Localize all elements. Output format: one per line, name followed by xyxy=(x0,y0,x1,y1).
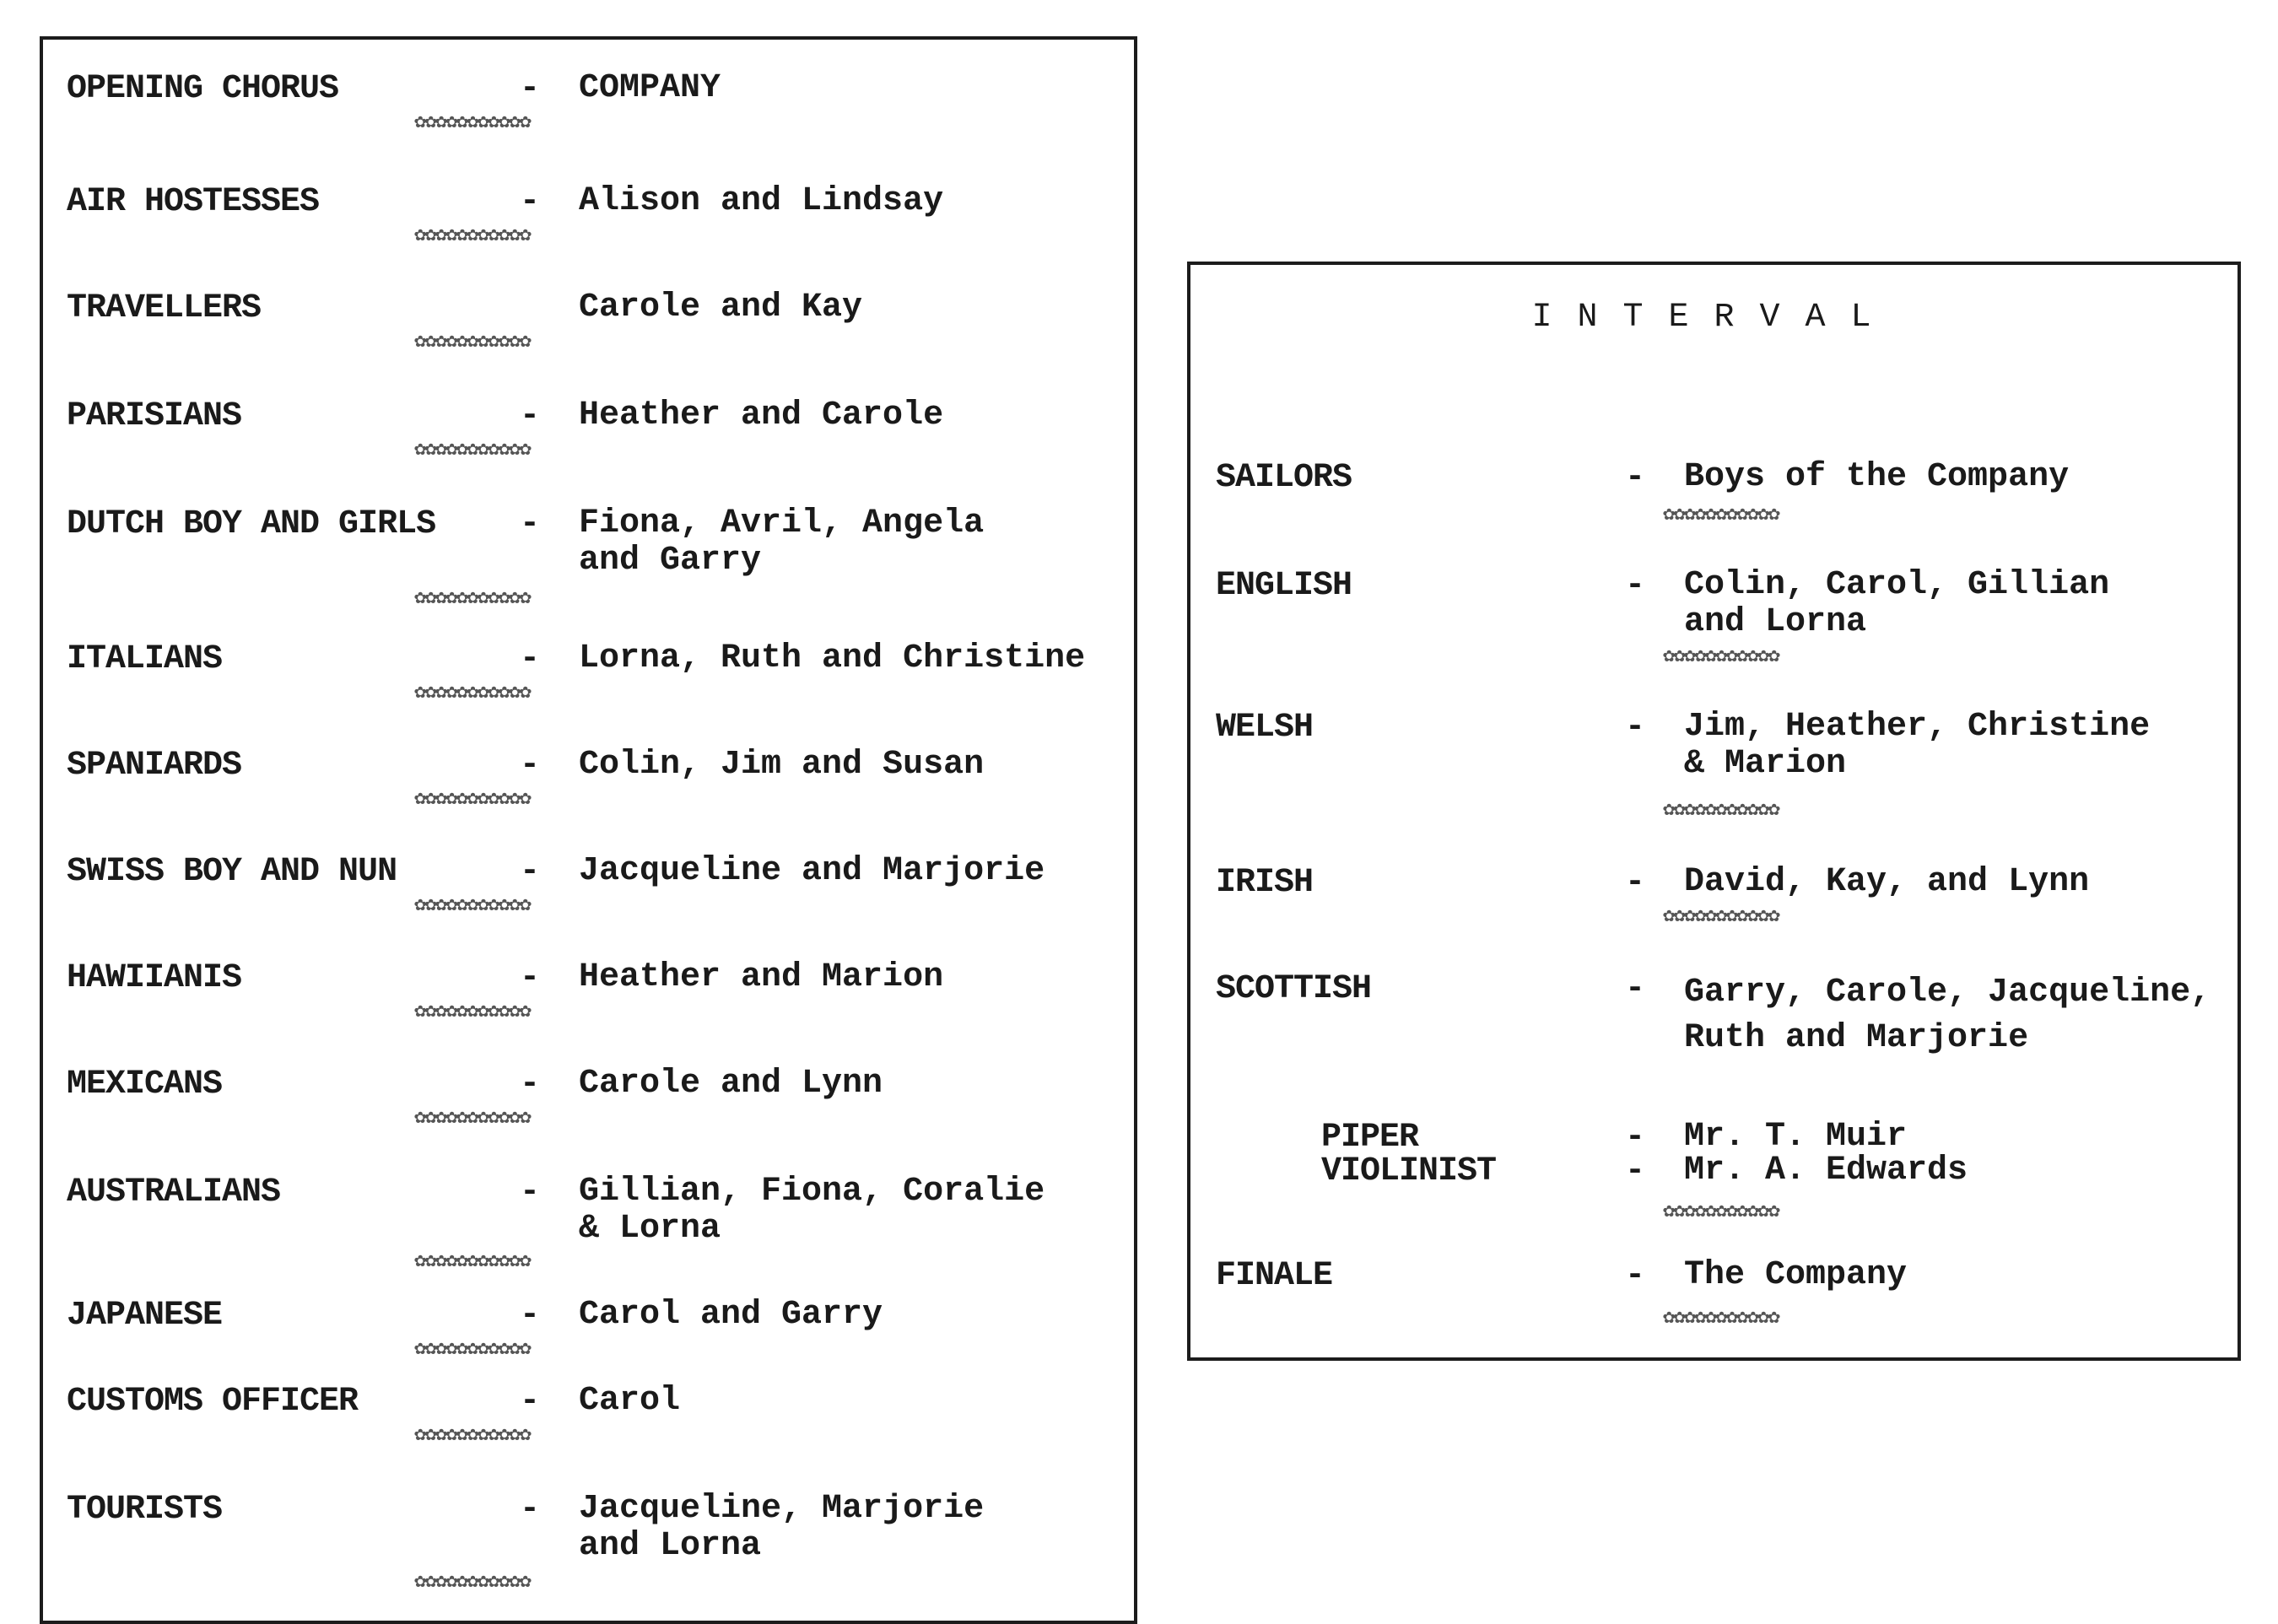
performers: Mr. T. Muir xyxy=(1684,1118,1908,1156)
performers: COMPANY xyxy=(579,69,721,107)
ornament-divider: ✿✿✿✿✿✿✿✿✿✿✿ xyxy=(414,587,530,610)
act-title: MEXICANS xyxy=(67,1066,223,1103)
dash: - xyxy=(1625,1152,1646,1190)
performers: Carole and Kay xyxy=(579,289,863,326)
ornament-divider: ✿✿✿✿✿✿✿✿✿✿✿ xyxy=(414,1250,530,1273)
act-title: PIPER xyxy=(1321,1119,1419,1157)
performers: Gillian, Fiona, Coralie & Lorna xyxy=(579,1173,1045,1248)
dash: - xyxy=(1625,709,1646,747)
act-title: AUSTRALIANS xyxy=(67,1173,281,1211)
ornament-divider: ✿✿✿✿✿✿✿✿✿✿✿ xyxy=(1663,1200,1779,1223)
dash: - xyxy=(520,397,541,435)
act-title: PARISIANS xyxy=(67,397,242,435)
dash: - xyxy=(520,1491,541,1529)
performers: Mr. A. Edwards xyxy=(1684,1152,1968,1190)
ornament-divider: ✿✿✿✿✿✿✿✿✿✿✿ xyxy=(414,111,530,134)
dash: - xyxy=(520,853,541,891)
ornament-divider: ✿✿✿✿✿✿✿✿✿✿✿ xyxy=(1663,799,1779,822)
ornament-divider: ✿✿✿✿✿✿✿✿✿✿✿ xyxy=(414,1338,530,1361)
performers: Carol and Garry xyxy=(579,1296,883,1334)
dash: - xyxy=(1625,459,1646,497)
dash: - xyxy=(520,640,541,678)
performers: Alison and Lindsay xyxy=(579,182,944,220)
act-title: TRAVELLERS xyxy=(67,289,262,327)
act-title: ITALIANS xyxy=(67,640,223,678)
dash: - xyxy=(1625,864,1646,902)
dash: - xyxy=(520,1297,541,1335)
ornament-divider: ✿✿✿✿✿✿✿✿✿✿✿ xyxy=(1663,504,1779,526)
ornament-divider: ✿✿✿✿✿✿✿✿✿✿✿ xyxy=(1663,1307,1779,1330)
ornament-divider: ✿✿✿✿✿✿✿✿✿✿✿ xyxy=(414,1107,530,1130)
performers: Boys of the Company xyxy=(1684,458,2070,496)
act-title: OPENING CHORUS xyxy=(67,70,339,108)
dash: - xyxy=(1625,970,1646,1008)
act-title: FINALE xyxy=(1216,1257,1333,1295)
act-title: AIR HOSTESSES xyxy=(67,183,320,221)
dash: - xyxy=(520,959,541,997)
dash: - xyxy=(1625,1257,1646,1295)
performers: Jacqueline and Marjorie xyxy=(579,852,1045,890)
performers: Jacqueline, Marjorie and Lorna xyxy=(579,1490,985,1565)
dash: - xyxy=(520,1383,541,1421)
performers: Heather and Carole xyxy=(579,397,944,434)
performers: Heather and Marion xyxy=(579,958,944,996)
performers: Colin, Jim and Susan xyxy=(579,746,985,784)
ornament-divider: ✿✿✿✿✿✿✿✿✿✿✿ xyxy=(1663,905,1779,928)
performers: Carol xyxy=(579,1382,681,1420)
performers: Carole and Lynn xyxy=(579,1065,883,1103)
act-title: HAWIIANIS xyxy=(67,959,242,997)
ornament-divider: ✿✿✿✿✿✿✿✿✿✿✿ xyxy=(414,439,530,461)
interval-heading: INTERVAL xyxy=(1531,299,1897,337)
act-title: TOURISTS xyxy=(67,1491,223,1529)
performers: Jim, Heather, Christine & Marion xyxy=(1684,708,2151,783)
act-title: IRISH xyxy=(1216,864,1314,902)
act-title: JAPANESE xyxy=(67,1297,223,1335)
dash: - xyxy=(520,747,541,785)
act-title: WELSH xyxy=(1216,709,1314,747)
ornament-divider: ✿✿✿✿✿✿✿✿✿✿✿ xyxy=(414,1001,530,1023)
dash: - xyxy=(520,70,541,108)
act-title: ENGLISH xyxy=(1216,567,1352,605)
performers: Colin, Carol, Gillian and Lorna xyxy=(1684,566,2110,641)
performers: Lorna, Ruth and Christine xyxy=(579,639,1086,677)
dash: - xyxy=(520,1066,541,1103)
act-title: SWISS BOY AND NUN xyxy=(67,853,397,891)
performers: The Company xyxy=(1684,1256,1908,1294)
ornament-divider: ✿✿✿✿✿✿✿✿✿✿✿ xyxy=(414,1571,530,1594)
performers: Fiona, Avril, Angela and Garry xyxy=(579,504,985,580)
act-title: SAILORS xyxy=(1216,459,1352,497)
ornament-divider: ✿✿✿✿✿✿✿✿✿✿✿ xyxy=(414,224,530,247)
dash: - xyxy=(1625,567,1646,605)
dash: - xyxy=(520,183,541,221)
dash: - xyxy=(520,1173,541,1211)
performers: David, Kay, and Lynn xyxy=(1684,863,2090,901)
act-title: CUSTOMS OFFICER xyxy=(67,1383,359,1421)
ornament-divider: ✿✿✿✿✿✿✿✿✿✿✿ xyxy=(414,788,530,811)
dash: - xyxy=(1625,1119,1646,1157)
programme-right-panel xyxy=(1187,262,2241,1361)
act-title: VIOLINIST xyxy=(1321,1152,1497,1190)
act-title: SCOTTISH xyxy=(1216,970,1372,1008)
act-title: DUTCH BOY AND GIRLS xyxy=(67,505,436,543)
ornament-divider: ✿✿✿✿✿✿✿✿✿✿✿ xyxy=(414,331,530,353)
ornament-divider: ✿✿✿✿✿✿✿✿✿✿✿ xyxy=(1663,645,1779,668)
dash: - xyxy=(520,505,541,543)
ornament-divider: ✿✿✿✿✿✿✿✿✿✿✿ xyxy=(414,682,530,704)
performers: Garry, Carole, Jacqueline, Ruth and Marjorie xyxy=(1684,974,2211,1057)
ornament-divider: ✿✿✿✿✿✿✿✿✿✿✿ xyxy=(414,1424,530,1447)
ornament-divider: ✿✿✿✿✿✿✿✿✿✿✿ xyxy=(414,894,530,917)
act-title: SPANIARDS xyxy=(67,747,242,785)
programme-left-panel xyxy=(40,36,1137,1624)
